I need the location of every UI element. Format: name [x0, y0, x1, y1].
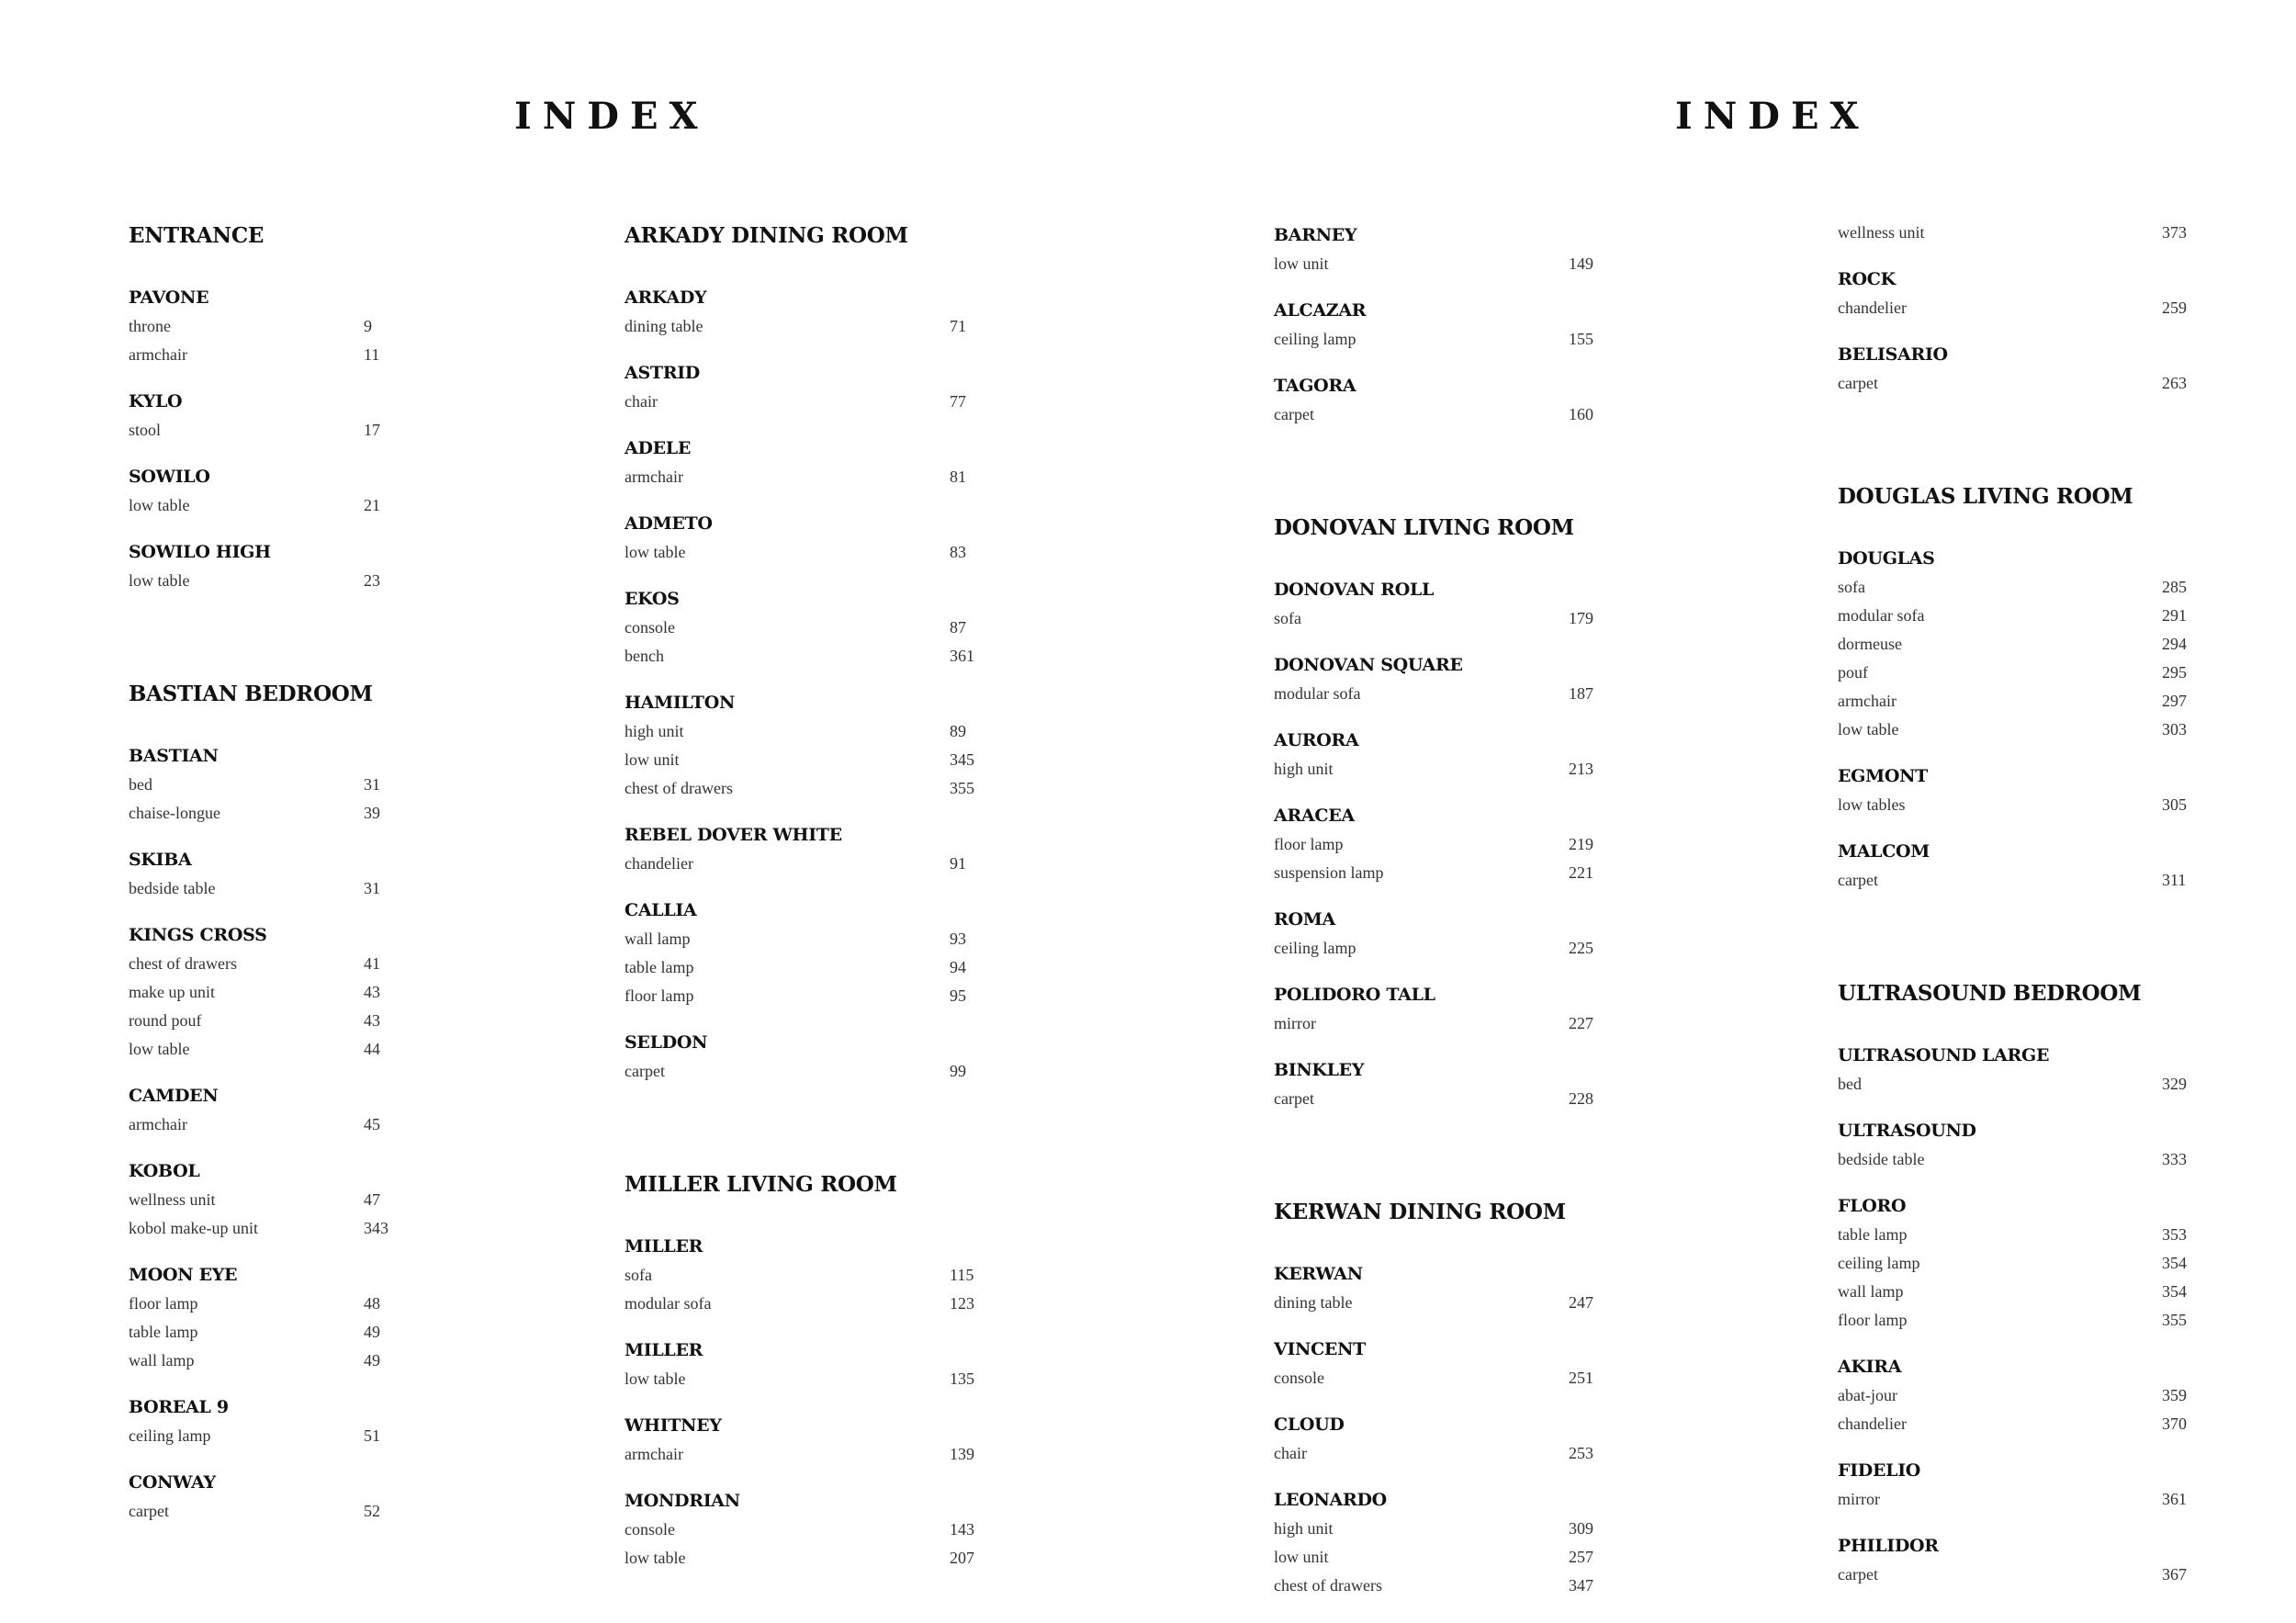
item-label: armchair [129, 1115, 187, 1133]
page-number[interactable]: 135 [950, 1369, 974, 1388]
page-number[interactable]: 11 [364, 345, 380, 364]
page-number[interactable]: 95 [950, 986, 966, 1005]
item-label: dining table [625, 317, 703, 335]
page-number[interactable]: 179 [1569, 609, 1593, 627]
item-label: modular sofa [625, 1294, 712, 1313]
page-number[interactable]: 143 [950, 1520, 974, 1538]
product-name: MILLER [625, 1340, 703, 1360]
product-name: KERWAN [1274, 1264, 1363, 1284]
item-label: console [625, 618, 675, 637]
product-name: ASTRID [625, 363, 700, 383]
page-number[interactable]: 253 [1569, 1444, 1593, 1462]
product-name: MONDRIAN [625, 1491, 740, 1511]
page-number[interactable]: 160 [1569, 405, 1593, 423]
page-number[interactable]: 93 [950, 930, 966, 948]
page-number[interactable]: 361 [950, 647, 974, 665]
item-label: wall lamp [129, 1351, 195, 1369]
item-label: dining table [1274, 1293, 1353, 1312]
item-label: chair [1274, 1444, 1307, 1462]
product-name: BASTIAN [129, 746, 219, 766]
item-label: mirror [1838, 1490, 1880, 1508]
page-number[interactable]: 257 [1569, 1548, 1593, 1566]
product-name: DONOVAN ROLL [1274, 580, 1435, 600]
page-number[interactable]: 251 [1569, 1369, 1593, 1387]
page-number[interactable]: 373 [2162, 223, 2187, 242]
page-number[interactable]: 43 [364, 983, 380, 1001]
product-name: SOWILO [129, 467, 210, 487]
page-number[interactable]: 23 [364, 571, 380, 590]
item-label: carpet [1838, 374, 1878, 392]
page-number[interactable]: 187 [1569, 684, 1593, 703]
page-number[interactable]: 77 [950, 392, 966, 411]
product-name: ADELE [625, 438, 692, 458]
page-number[interactable]: 39 [364, 804, 380, 822]
item-label: carpet [129, 1502, 169, 1520]
product-name: BELISARIO [1838, 344, 1948, 365]
item-label: modular sofa [1274, 684, 1361, 703]
item-label: carpet [1838, 871, 1878, 889]
item-label: table lamp [129, 1323, 198, 1341]
item-label: chest of drawers [1274, 1576, 1382, 1595]
item-label: bed [129, 775, 152, 794]
item-label: ceiling lamp [129, 1426, 211, 1445]
item-label: carpet [1274, 1089, 1314, 1108]
page-number[interactable]: 31 [364, 775, 380, 794]
page-number[interactable]: 311 [2162, 871, 2187, 889]
product-name: ARKADY [625, 287, 707, 308]
item-label: bedside table [1838, 1150, 1925, 1168]
item-label: low table [129, 496, 190, 514]
page-number[interactable]: 343 [364, 1219, 388, 1237]
product-name: FIDELIO [1838, 1460, 1921, 1481]
index-title-right: INDEX [1675, 95, 1870, 138]
page-number[interactable]: 345 [950, 750, 974, 769]
section-title: ULTRASOUND BEDROOM [1838, 981, 2142, 1006]
section-title: DOUGLAS LIVING ROOM [1838, 484, 2133, 509]
page-number[interactable]: 227 [1569, 1014, 1593, 1032]
product-name: SKIBA [129, 850, 192, 870]
item-label: ceiling lamp [1274, 330, 1356, 348]
product-name: MOON EYE [129, 1265, 238, 1285]
page-number[interactable]: 51 [364, 1426, 380, 1445]
page-number[interactable]: 354 [2162, 1282, 2187, 1301]
item-label: floor lamp [625, 986, 694, 1005]
item-label: carpet [1274, 405, 1314, 423]
item-label: floor lamp [129, 1294, 198, 1313]
item-label: chest of drawers [625, 779, 733, 797]
page-number[interactable]: 43 [364, 1011, 380, 1030]
product-name: LEONARDO [1274, 1490, 1387, 1510]
page-number[interactable]: 247 [1569, 1293, 1593, 1312]
index-title-left: INDEX [514, 95, 709, 138]
item-label: dormeuse [1838, 635, 1902, 653]
item-label: wall lamp [625, 930, 691, 948]
page-number[interactable]: 285 [2162, 578, 2187, 596]
page-number[interactable]: 155 [1569, 330, 1593, 348]
page-number[interactable]: 123 [950, 1294, 974, 1313]
page-number[interactable]: 361 [2162, 1490, 2187, 1508]
item-label: console [1274, 1369, 1324, 1387]
page-number[interactable]: 47 [364, 1190, 380, 1209]
section-title: ENTRANCE [129, 223, 264, 248]
page-number[interactable]: 94 [950, 958, 966, 976]
item-label: armchair [625, 1445, 683, 1463]
page-number[interactable]: 139 [950, 1445, 974, 1463]
page-number[interactable]: 309 [1569, 1519, 1593, 1538]
product-name: PAVONE [129, 287, 209, 308]
product-name: FLORO [1838, 1196, 1907, 1216]
item-label: chaise-longue [129, 804, 220, 822]
item-label: chandelier [1838, 1414, 1907, 1433]
page-number[interactable]: 347 [1569, 1576, 1593, 1595]
item-label: bedside table [129, 879, 216, 897]
item-label: wellness unit [129, 1190, 216, 1209]
page-number[interactable]: 71 [950, 317, 966, 335]
page-number[interactable]: 207 [950, 1549, 974, 1567]
item-label: high unit [625, 722, 684, 740]
page-number[interactable]: 99 [950, 1062, 966, 1080]
item-label: pouf [1838, 663, 1868, 682]
item-label: make up unit [129, 983, 215, 1001]
item-label: wall lamp [1838, 1282, 1904, 1301]
page-number[interactable]: 355 [950, 779, 974, 797]
page-number[interactable]: 219 [1569, 835, 1593, 853]
item-label: low unit [1274, 254, 1329, 273]
item-label: sofa [1838, 578, 1865, 596]
item-label: throne [129, 317, 171, 335]
product-name: POLIDORO TALL [1274, 985, 1435, 1005]
item-label: low table [625, 1549, 686, 1567]
item-label: sofa [625, 1266, 652, 1284]
product-name: AKIRA [1838, 1357, 1902, 1377]
item-label: wellness unit [1838, 223, 1925, 242]
product-name: AURORA [1274, 730, 1359, 750]
page-number[interactable]: 291 [2162, 606, 2187, 625]
item-label: low unit [1274, 1548, 1329, 1566]
item-label: ceiling lamp [1838, 1254, 1920, 1272]
product-name: KINGS CROSS [129, 925, 267, 945]
product-name: CALLIA [625, 900, 697, 920]
item-label: chandelier [625, 854, 693, 873]
product-name: ROMA [1274, 909, 1335, 930]
page-number[interactable]: 48 [364, 1294, 380, 1313]
item-label: sofa [1274, 609, 1301, 627]
page-number[interactable]: 49 [364, 1351, 380, 1369]
item-label: console [625, 1520, 675, 1538]
section-title: MILLER LIVING ROOM [625, 1172, 897, 1197]
product-name: ALCAZAR [1274, 300, 1367, 321]
page-number[interactable]: 228 [1569, 1089, 1593, 1108]
page-number[interactable]: 359 [2162, 1386, 2187, 1404]
section-title: DONOVAN LIVING ROOM [1274, 515, 1574, 540]
page-number[interactable]: 329 [2162, 1075, 2187, 1093]
page-number[interactable]: 9 [364, 317, 372, 335]
page-number[interactable]: 45 [364, 1115, 380, 1133]
page-number[interactable]: 17 [364, 421, 380, 439]
item-label: carpet [1838, 1565, 1878, 1584]
product-name: BOREAL 9 [129, 1397, 229, 1417]
product-name: BARNEY [1274, 225, 1357, 245]
item-label: table lamp [1838, 1225, 1908, 1244]
product-name: MILLER [625, 1236, 703, 1257]
page-number[interactable]: 52 [364, 1502, 380, 1520]
page-number[interactable]: 41 [364, 954, 380, 973]
item-label: carpet [625, 1062, 665, 1080]
section-title: KERWAN DINING ROOM [1274, 1200, 1566, 1224]
item-label: high unit [1274, 760, 1334, 778]
page-number[interactable]: 89 [950, 722, 966, 740]
product-name: ULTRASOUND [1838, 1121, 1976, 1141]
product-name: CAMDEN [129, 1086, 219, 1106]
item-label: low table [1838, 720, 1899, 738]
product-name: ADMETO [625, 513, 713, 534]
item-label: stool [129, 421, 162, 439]
page-number[interactable]: 297 [2162, 692, 2187, 710]
product-name: ARACEA [1274, 806, 1355, 826]
page-number[interactable]: 263 [2162, 374, 2187, 392]
page-number[interactable]: 355 [2162, 1311, 2187, 1329]
page-number[interactable]: 295 [2162, 663, 2187, 682]
item-label: low unit [625, 750, 680, 769]
item-label: high unit [1274, 1519, 1334, 1538]
item-label: abat-jour [1838, 1386, 1897, 1404]
item-label: low table [129, 1040, 190, 1058]
item-label: suspension lamp [1274, 863, 1384, 882]
page-number[interactable]: 149 [1569, 254, 1593, 273]
product-name: REBEL DOVER WHITE [625, 825, 842, 845]
item-label: kobol make-up unit [129, 1219, 258, 1237]
page-number[interactable]: 21 [364, 496, 380, 514]
page-number[interactable]: 115 [950, 1266, 974, 1284]
product-name: CLOUD [1274, 1414, 1345, 1435]
page-number[interactable]: 354 [2162, 1254, 2187, 1272]
page-number[interactable]: 81 [950, 468, 966, 486]
item-label: low table [625, 1369, 686, 1388]
item-label: mirror [1274, 1014, 1316, 1032]
product-name: EGMONT [1838, 766, 1928, 786]
item-label: table lamp [625, 958, 694, 976]
item-label: low table [625, 543, 686, 561]
page-number[interactable]: 305 [2162, 795, 2187, 814]
page-number[interactable]: 353 [2162, 1225, 2187, 1244]
item-label: chandelier [1838, 299, 1907, 317]
item-label: bench [625, 647, 664, 665]
page-number[interactable]: 213 [1569, 760, 1593, 778]
item-label: ceiling lamp [1274, 939, 1356, 957]
item-label: armchair [129, 345, 187, 364]
item-label: modular sofa [1838, 606, 1925, 625]
page-number[interactable]: 367 [2162, 1565, 2187, 1584]
item-label: floor lamp [1838, 1311, 1908, 1329]
product-name: WHITNEY [625, 1415, 722, 1436]
product-name: TAGORA [1274, 376, 1356, 396]
page-number[interactable]: 87 [950, 618, 966, 637]
product-name: SELDON [625, 1032, 708, 1053]
item-label: chest of drawers [129, 954, 237, 973]
item-label: bed [1838, 1075, 1862, 1093]
item-label: low table [129, 571, 190, 590]
product-name: KYLO [129, 391, 183, 411]
product-name: ROCK [1838, 269, 1896, 289]
page-number[interactable]: 31 [364, 879, 380, 897]
item-label: floor lamp [1274, 835, 1344, 853]
page-number[interactable]: 303 [2162, 720, 2187, 738]
page-number[interactable]: 259 [2162, 299, 2187, 317]
product-name: ULTRASOUND LARGE [1838, 1045, 2050, 1065]
product-name: KOBOL [129, 1161, 200, 1181]
product-name: DOUGLAS [1838, 548, 1935, 569]
page-number[interactable]: 49 [364, 1323, 380, 1341]
item-label: low tables [1838, 795, 1906, 814]
product-name: BINKLEY [1274, 1060, 1365, 1080]
page-number[interactable]: 221 [1569, 863, 1593, 882]
product-name: SOWILO HIGH [129, 542, 271, 562]
product-name: HAMILTON [625, 693, 736, 713]
product-name: PHILIDOR [1838, 1536, 1939, 1556]
item-label: armchair [625, 468, 683, 486]
product-name: CONWAY [129, 1472, 216, 1493]
page-number[interactable]: 333 [2162, 1150, 2187, 1168]
page-number[interactable]: 91 [950, 854, 966, 873]
page-number[interactable]: 44 [364, 1040, 380, 1058]
product-name: VINCENT [1274, 1339, 1367, 1359]
page-number[interactable]: 370 [2162, 1414, 2187, 1433]
section-title: BASTIAN BEDROOM [129, 682, 373, 706]
section-title: ARKADY DINING ROOM [625, 223, 908, 248]
item-label: chair [625, 392, 658, 411]
page-number[interactable]: 83 [950, 543, 966, 561]
item-label: armchair [1838, 692, 1896, 710]
item-label: round pouf [129, 1011, 202, 1030]
page-number[interactable]: 294 [2162, 635, 2187, 653]
page-number[interactable]: 225 [1569, 939, 1593, 957]
product-name: EKOS [625, 589, 680, 609]
product-name: DONOVAN SQUARE [1274, 655, 1463, 675]
product-name: MALCOM [1838, 841, 1930, 862]
